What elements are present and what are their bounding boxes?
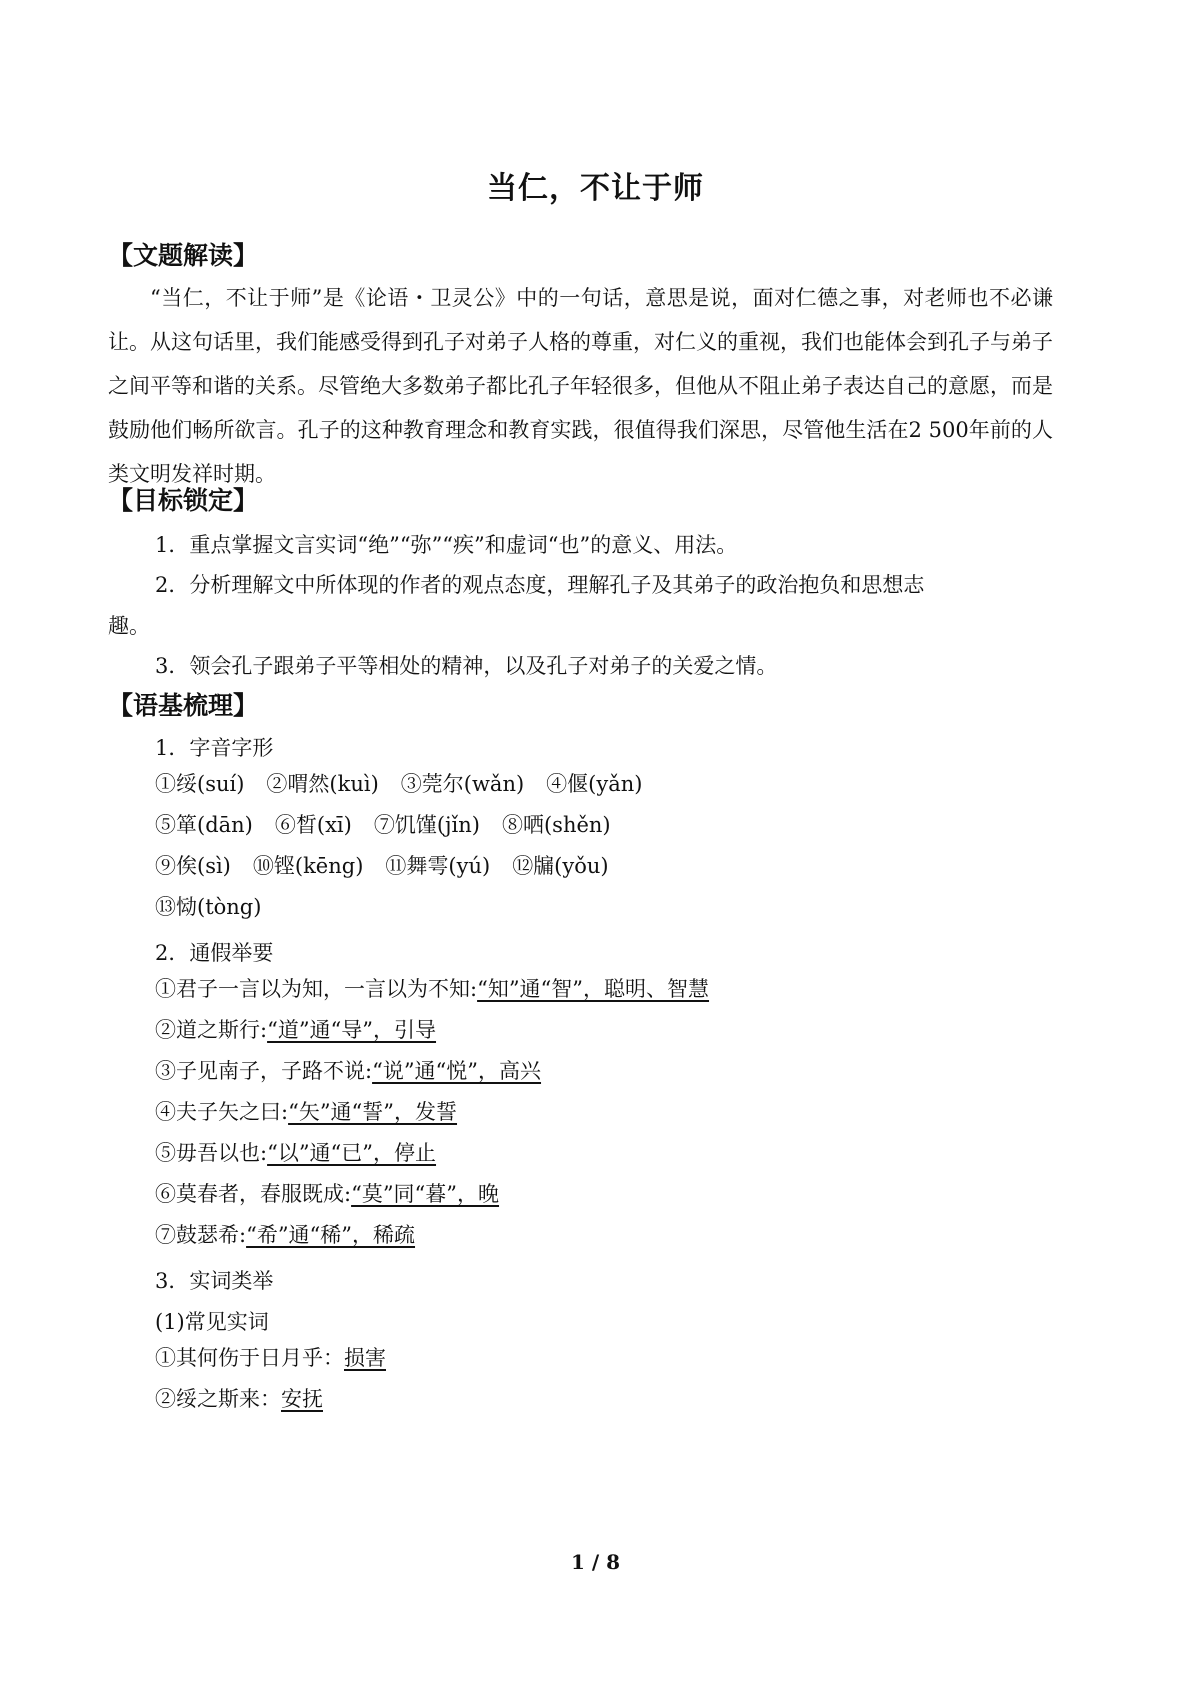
shici-sub-label: (1)常见实词 — [155, 1310, 269, 1334]
pronunciation-item: ④偃(yǎn) — [546, 772, 643, 796]
pronunciation-item: ⑬恸(tòng) — [155, 895, 262, 919]
shici-item — [155, 1343, 386, 1373]
tongjia-answer: “以”通“已”，停止 — [267, 1141, 437, 1165]
pronunciation-row — [155, 892, 283, 922]
shici-sentence: ①其何伤于日月乎： — [155, 1346, 344, 1370]
tongjia-sentence: ⑥莫春者，春服既成: — [155, 1182, 352, 1206]
pronunciation-row — [155, 810, 633, 840]
tongjia-item — [155, 974, 709, 1004]
pronunciation-item: ⑪舞雩(yú) — [385, 854, 491, 878]
tongjia-label: 2．通假举要 — [155, 941, 274, 965]
tongjia-sentence: ①君子一言以为知，一言以为不知: — [155, 977, 478, 1001]
shici-answer: 安抚 — [281, 1387, 323, 1411]
pronunciation-item: ①绥(suí) — [155, 772, 245, 796]
pronunciation-item: ⑫牖(yǒu) — [512, 854, 609, 878]
tongjia-sentence: ⑦鼓瑟希: — [155, 1223, 247, 1247]
tongjia-answer: “说”通“悦”，高兴 — [372, 1059, 542, 1083]
pronunciation-item: ⑧哂(shěn) — [501, 813, 611, 837]
shici-item — [155, 1384, 323, 1414]
tongjia-answer: “道”通“导”，引导 — [267, 1018, 437, 1042]
section-heading-goals: 【目标锁定】 — [108, 486, 259, 515]
pronunciation-item: ⑨俟(sì) — [155, 854, 231, 878]
intro-paragraph: “当仁，不让于师”是《论语・卫灵公》中的一句话，意思是说，面对仁德之事，对老师也不必谦让。从这句话里，我们能感受得到孔子对弟子人格的尊重，对仁义的重视，我们也能体会到孔子与弟子之间平等和谐的关系。尽管绝大多数弟子都比孔子年轻很多，但他从不阻止弟子表达自己的意愿，而是鼓励他们畅所欲言。孔子的这种教育理念和教育实践，很值得我们深思，尽管他生活在2 500年前的人类文明发祥时期。 — [108, 286, 1053, 486]
shici-sentence: ②绥之斯来： — [155, 1387, 281, 1411]
pronunciation-item: ⑥晳(xī) — [274, 813, 352, 837]
tongjia-sentence: ④夫子矢之曰: — [155, 1100, 289, 1124]
goal-item-3: 3．领会孔子跟弟子平等相处的精神，以及孔子对弟子的关爱之情。 — [155, 654, 778, 678]
pronunciation-item: ②喟然(kuì) — [266, 772, 379, 796]
pronunciation-item: ⑦饥馑(jǐn) — [373, 813, 480, 837]
pronunciation-row — [155, 769, 664, 799]
tongjia-item — [155, 1138, 436, 1168]
tongjia-answer: “知”通“智”，聪明、智慧 — [477, 977, 710, 1001]
tongjia-answer: “矢”通“誓”，发誓 — [288, 1100, 458, 1124]
tongjia-item — [155, 1220, 415, 1250]
page-number: 1 / 8 — [570, 1550, 621, 1574]
goal-item-2: 2．分析理解文中所体现的作者的观点态度，理解孔子及其弟子的政治抱负和思想志 — [155, 573, 925, 597]
pronunciation-row — [155, 851, 631, 881]
tongjia-answer: “莫”同“暮”，晚 — [351, 1182, 500, 1206]
tongjia-item — [155, 1097, 457, 1127]
tongjia-item — [155, 1015, 436, 1045]
page-title: 当仁，不让于师 — [487, 171, 704, 206]
section-heading-intro: 【文题解读】 — [108, 241, 259, 270]
tongjia-sentence: ⑤毋吾以也: — [155, 1141, 268, 1165]
goal-item-1: 1．重点掌握文言实词“绝”“弥”“疾”和虚词“也”的意义、用法。 — [155, 533, 738, 557]
tongjia-item — [155, 1179, 499, 1209]
shici-label: 3．实词类举 — [155, 1269, 274, 1293]
section-heading-basics: 【语基梳理】 — [108, 691, 259, 720]
pronunciation-item: ⑤箪(dān) — [155, 813, 253, 837]
pronunciation-label: 1．字音字形 — [155, 736, 274, 760]
goal-item-2-cont: 趣。 — [108, 614, 150, 638]
tongjia-item — [155, 1056, 541, 1086]
tongjia-answer: “希”通“稀”，稀疏 — [246, 1223, 416, 1247]
tongjia-sentence: ③子见南子，子路不说: — [155, 1059, 373, 1083]
pronunciation-item: ⑩铿(kēng) — [252, 854, 364, 878]
pronunciation-item: ③莞尔(wǎn) — [400, 772, 525, 796]
shici-answer: 损害 — [344, 1346, 386, 1370]
tongjia-sentence: ②道之斯行: — [155, 1018, 268, 1042]
